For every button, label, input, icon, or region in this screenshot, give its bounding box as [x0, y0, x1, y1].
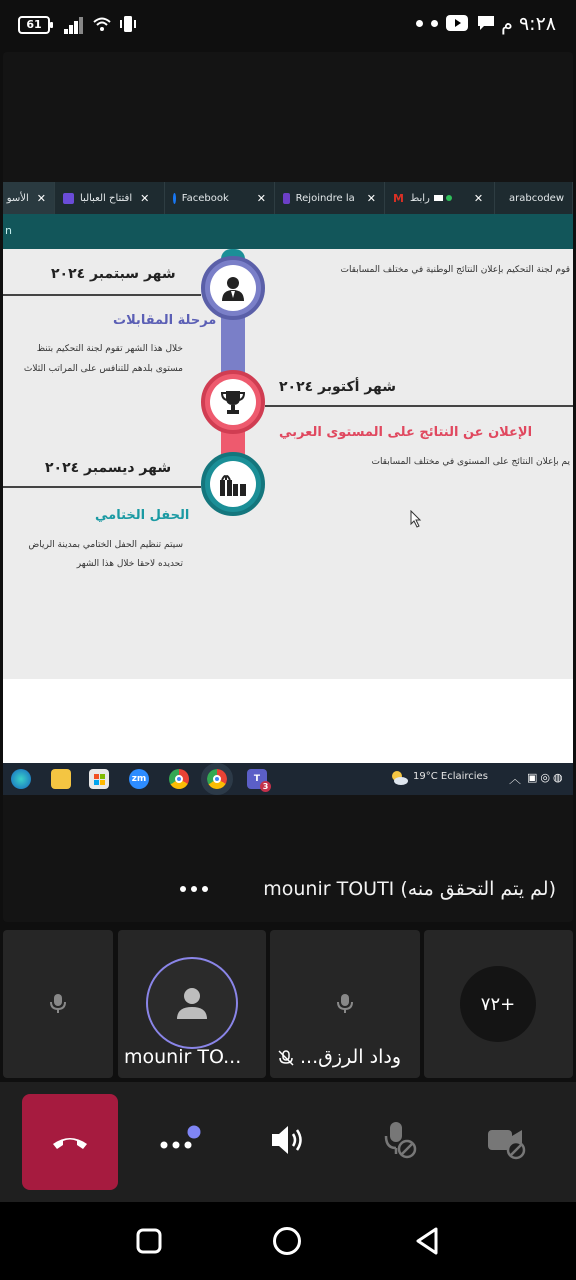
status-bar [0, 0, 576, 52]
timeline-desc-top: قوم لجنة التحكيم بإعلان النتائج الوطنية في مختلف المسابقات [340, 265, 570, 275]
browser-tab[interactable] [3, 182, 55, 214]
store-icon[interactable] [89, 769, 109, 789]
timeline-phase: الإعلان عن النتائج على المستوى العربي [279, 425, 533, 440]
browser-tab-label: Rejoindre la [295, 192, 355, 204]
overflow-participants-tile[interactable] [424, 930, 573, 1078]
browser-tab-label: arabcodew [509, 192, 565, 204]
browser-tab[interactable] [165, 182, 275, 214]
facebook-icon [173, 193, 176, 204]
notification-dot-icon [431, 20, 438, 27]
microphone-button[interactable] [368, 1110, 428, 1170]
close-tab-icon[interactable]: ✕ [36, 191, 46, 205]
timeline-desc: سيتم تنظيم الحفل الختامي بمدينة الرياض [28, 540, 183, 550]
weather-text: 19°C Eclaircies [413, 771, 488, 782]
muted-mic-icon [278, 1050, 294, 1066]
home-icon[interactable] [272, 1226, 302, 1256]
edge-icon[interactable] [11, 769, 31, 789]
gift-icon [218, 470, 248, 498]
browser-tab-strip [3, 182, 573, 214]
camera-off-icon [484, 1120, 528, 1160]
mic-off-icon [335, 992, 355, 1014]
address-text: n [5, 224, 12, 237]
message-icon [476, 14, 496, 32]
overflow-count-badge [460, 966, 536, 1042]
presenter-name: mounir TOUTI (لم يتم التحقق منه) [263, 878, 556, 900]
avatar [23, 968, 93, 1038]
participant-tile[interactable] [3, 930, 113, 1078]
timeline-node-september [201, 256, 265, 320]
hang-up-button[interactable] [22, 1094, 118, 1190]
gmail-icon: M [393, 191, 404, 205]
notification-dot-icon [416, 20, 423, 27]
browser-tab[interactable] [495, 182, 573, 214]
person-icon [174, 985, 210, 1021]
more-options-icon[interactable] [180, 886, 208, 892]
mic-off-icon [378, 1120, 418, 1160]
more-actions-button[interactable] [150, 1110, 210, 1170]
timeline-month: شهر سبتمبر ٢٠٢٤ [51, 266, 176, 282]
overflow-count: ٧٢+ [480, 993, 516, 1015]
notification-badge: 3 [260, 781, 271, 792]
browser-address-bar[interactable] [3, 214, 573, 249]
close-tab-icon[interactable]: ✕ [473, 191, 484, 205]
avatar [310, 968, 380, 1038]
mouse-cursor-icon [410, 510, 422, 528]
camera-button[interactable] [476, 1110, 536, 1170]
participant-name: mounir TO... [124, 1046, 242, 1068]
webpage-lower-area [3, 679, 573, 763]
avatar [146, 957, 238, 1049]
zoom-icon[interactable]: zm [129, 769, 149, 789]
timeline-desc: مستوى بلدهم للتنافس على المراتب الثلاث [23, 364, 183, 374]
trophy-icon [219, 388, 247, 416]
divider-line [265, 405, 573, 407]
presenter-bar [0, 872, 576, 908]
browser-tab-label: الأسو [6, 192, 29, 204]
browser-tab[interactable] [275, 182, 385, 214]
signal-icon [64, 16, 84, 34]
youtube-icon [446, 15, 468, 31]
tray-icons: ▣◎◍ [527, 771, 566, 784]
meet-dot-icon [446, 195, 452, 201]
teams-favicon-icon [283, 193, 290, 204]
chrome-icon[interactable] [207, 769, 227, 789]
close-tab-icon[interactable]: ✕ [366, 191, 376, 205]
tray-chevron-icon[interactable]: ︿ [509, 772, 522, 786]
vibrate-icon [118, 14, 138, 36]
more-icon [158, 1125, 202, 1155]
webpage-timeline [3, 249, 573, 679]
divider-line [3, 294, 201, 296]
chrome-icon[interactable] [169, 769, 189, 789]
android-navigation-bar [0, 1202, 576, 1280]
recents-icon[interactable] [136, 1228, 162, 1254]
person-icon [219, 274, 247, 302]
browser-tab[interactable] [55, 182, 165, 214]
close-tab-icon[interactable]: ✕ [256, 191, 266, 205]
participant-tile-speaking[interactable] [118, 930, 266, 1078]
timeline-phase: الحفل الختامي [95, 508, 190, 523]
clock: ٩:٢٨ م [501, 13, 556, 35]
timeline-desc: يم بإعلان النتائج على المستوى في مختلف المسابقات [371, 457, 570, 467]
browser-tab[interactable] [385, 182, 495, 214]
battery-icon: 61 [18, 16, 50, 34]
wifi-icon [92, 14, 112, 34]
timeline-month: شهر ديسمبر ٢٠٢٤ [45, 460, 172, 476]
close-tab-icon[interactable]: ✕ [140, 191, 150, 205]
mic-off-icon [48, 992, 68, 1014]
tab-favicon-icon [63, 193, 74, 204]
timeline-desc: خلال هذا الشهر تقوم لجنة التحكيم بتنظ [36, 344, 183, 354]
back-icon[interactable] [414, 1226, 440, 1256]
timeline-phase: مرحلة المقابلات [113, 313, 217, 328]
phone-hangup-icon [50, 1132, 90, 1152]
speaker-button[interactable] [258, 1110, 318, 1170]
timeline-desc: تحديده لاحقا خلال هذا الشهر [76, 559, 183, 569]
timeline-node-december [201, 452, 265, 516]
weather-icon [389, 768, 409, 788]
windows-taskbar [3, 763, 573, 795]
timeline-month: شهر أكتوبر ٢٠٢٤ [279, 379, 397, 395]
participant-tile[interactable] [270, 930, 420, 1078]
file-explorer-icon[interactable] [51, 769, 71, 789]
notification-icons [416, 14, 496, 32]
call-controls [0, 1082, 576, 1202]
browser-tab-label: Facebook [181, 192, 229, 204]
flag-icon [434, 195, 443, 201]
timeline-node-october [201, 370, 265, 434]
browser-tab-label: افتتاح العبالبا [80, 192, 133, 204]
divider-line [3, 486, 201, 488]
teams-icon[interactable]: T 3 [247, 769, 267, 789]
speaker-icon [268, 1122, 308, 1158]
participant-name: وداد الرزق... [300, 1046, 402, 1068]
browser-tab-label: رابط [409, 192, 430, 204]
